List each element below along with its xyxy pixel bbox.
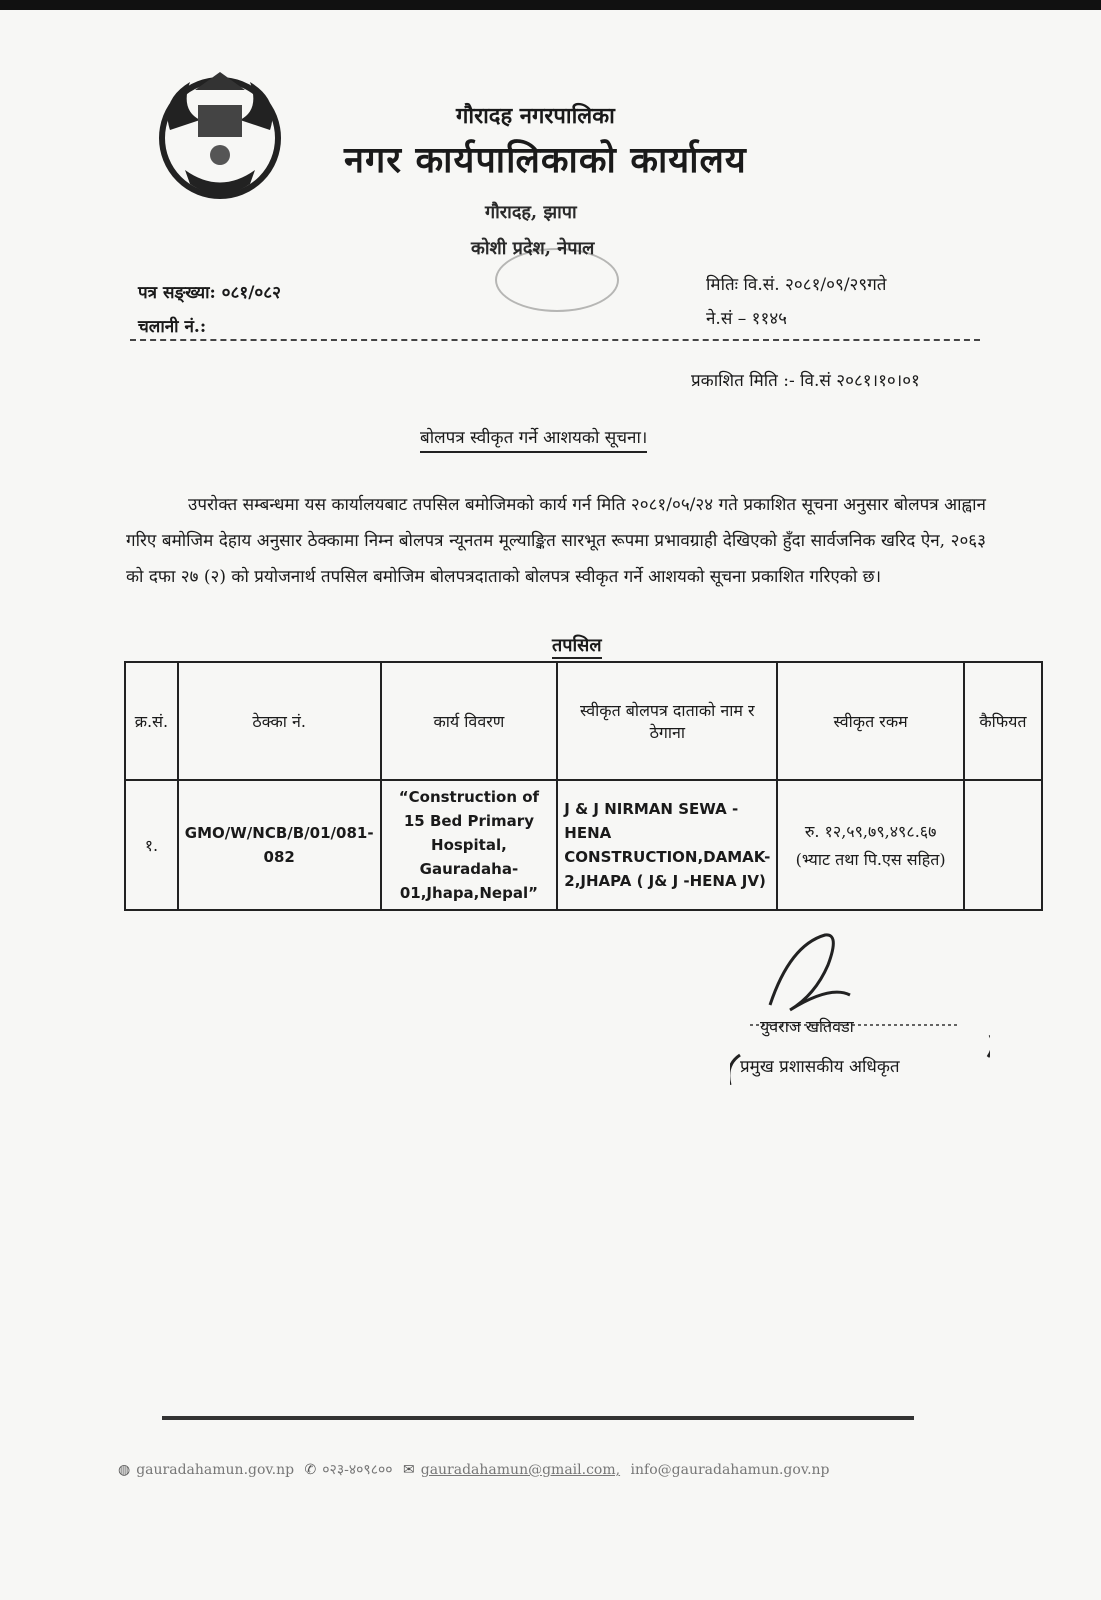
municipality-name: गौरादह नगरपालिका [456, 103, 615, 129]
notice-subject: बोलपत्र स्वीकृत गर्ने आशयको सूचना। [420, 425, 647, 453]
cell-contract-no: GMO/W/NCB/B/01/081-082 [178, 780, 381, 910]
amount-note: (भ्याट तथा पि.एस सहित) [795, 850, 946, 869]
footer-contact [118, 1460, 836, 1479]
address-line-1: गौरादह, झापा [485, 202, 577, 223]
nepal-emblem-logo [140, 60, 300, 210]
header-contract-no: ठेक्का नं. [178, 662, 381, 780]
mail-icon: ✉ [403, 1462, 415, 1478]
header-divider [130, 339, 980, 341]
cell-amount [777, 780, 964, 910]
cell-work: “Construction of 15 Bed Primary Hospital, Gauradaha-01,Jhapa,Nepal” [381, 780, 558, 910]
table-row [125, 780, 1042, 910]
dispatch-number: चलानी नं.: [138, 317, 207, 337]
award-table [124, 661, 1043, 911]
cell-bidder: J & J NIRMAN SEWA - HENA CONSTRUCTION,DAMAK-2,JHAPA ( J& J -HENA JV) [557, 780, 777, 910]
signatory-title: प्रमुख प्रशासकीय अधिकृत [740, 1057, 900, 1077]
footer-email-1: gauradahamun@gmail.com, [420, 1462, 621, 1478]
office-stamp [455, 188, 665, 306]
footer-website: gauradahamun.gov.np [136, 1462, 295, 1478]
header-bidder: स्वीकृत बोलपत्र दाताको नाम र ठेगाना [557, 662, 777, 780]
phone-icon: ✆ [304, 1462, 317, 1478]
amount-value: रु. १२,५९,७९,४९८.६७ [804, 822, 937, 841]
cell-remarks [964, 780, 1042, 910]
footer-email-2: info@gauradahamun.gov.np [630, 1462, 830, 1478]
schedule-label: तपसिल [552, 633, 602, 659]
nepal-sambat-date: ने.सं – ११४५ [706, 309, 787, 329]
letter-date: मितिः वि.सं. २०८१/०९/२९गते [706, 275, 887, 295]
header-work: कार्य विवरण [381, 662, 558, 780]
signatory-name: युवराज खतिवडा [760, 1017, 854, 1036]
cell-sn: १. [125, 780, 178, 910]
header-remarks: कैफियत [964, 662, 1042, 780]
table-header-row [125, 662, 1042, 780]
published-date: प्रकाशित मिति :- वि.सं २०८१।१०।०१ [691, 371, 920, 391]
footer-phone: ०२३-४०९८०० [322, 1462, 393, 1478]
header-sn: क्र.सं. [125, 662, 178, 780]
header-amount: स्वीकृत रकम [777, 662, 964, 780]
globe-icon: ◍ [118, 1462, 131, 1478]
scan-top-edge [0, 0, 1101, 10]
address-line-2: कोशी प्रदेश, नेपाल [471, 238, 595, 259]
footer-divider [162, 1416, 914, 1420]
letter-number: पत्र सङ्ख्या: ०८१/०८२ [138, 283, 281, 303]
notice-body: उपरोक्त सम्बन्धमा यस कार्यालयबाट तपसिल बमोजिमको कार्य गर्न मिति २०८१/०५/२४ गते प्रकाशित सूचना अनुसार बोलपत्र आह्वान गरिए बमोजिम देहाय अनुसार ठेक्कामा निम्न बोलपत्र न्यूनतम मूल्याङ्कित सारभूत रूपमा प्रभावग्राही देखिएको हुँदा सार्वजनिक खरिद ऐन, २०६३ को दफा २७ (२) को प्रयोजनार्थ तपसिल बमोजिम बोलपत्रदाताको बोलपत्र स्वीकृत गर्ने आशयको सूचना प्रकाशित गरिएको छ। [126, 495, 986, 587]
office-name: नगर कार्यपालिकाको कार्यालय [344, 139, 747, 181]
